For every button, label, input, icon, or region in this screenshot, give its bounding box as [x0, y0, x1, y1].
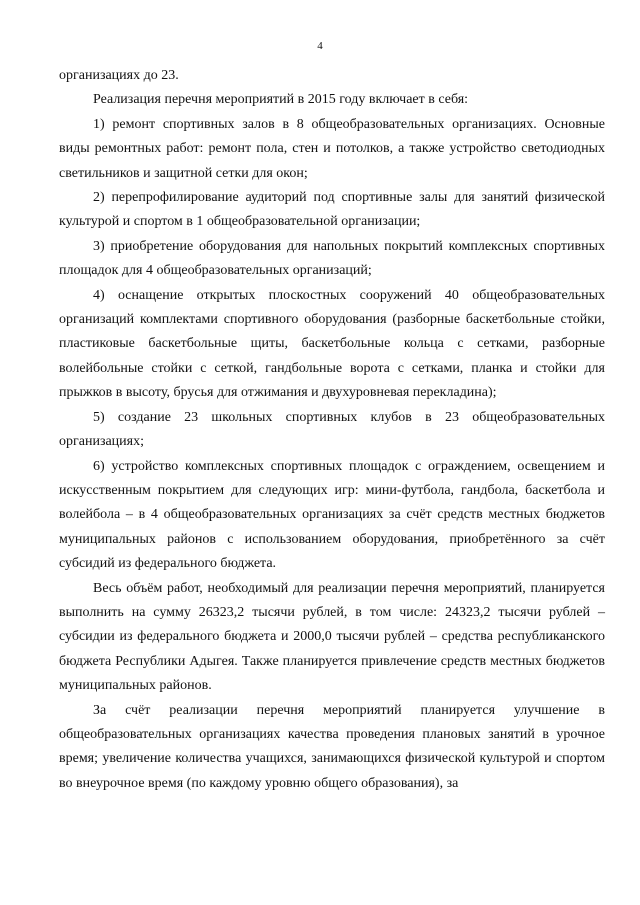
list-item-6: 6) устройство комплексных спортивных площадок с ограждением, освещением и искусственным покрытием для следующих игр: мини-футбола, гандбола, баскетбола и волейбола – в 4 общеобразовательных организациях за счёт средств местных бюджетов муниципальных районов с использованием оборудования, приобретённого за счёт субсидий из федерального бюджета. [59, 458, 605, 572]
list-item-3: 3) приобретение оборудования для напольных покрытий комплексных спортивных площадок для 4 общеобразовательных организаций; [59, 238, 605, 279]
paragraph-intro: Реализация перечня мероприятий в 2015 году включает в себя: [93, 92, 469, 108]
paragraph-funding: Весь объём работ, необходимый для реализации перечня мероприятий, планируется выполнить на сумму 26323,2 тысячи рублей, в том числе: 24323,2 тысячи рублей – субсидии из федерального бюджета и 2000,0 тысячи рублей – средства республиканского бюджета Республики Адыгея. Также планируется привлечение средств местных бюджетов муниципальных районов. [59, 580, 605, 694]
paragraph-outcomes: За счёт реализации перечня мероприятий планируется улучшение в общеобразовательных организациях качества проведения плановых занятий в урочное время; увеличение количества учащихся, занимающихся физической культурой и спортом во внеурочное время (по каждому уровню общего образования), за [59, 702, 605, 791]
list-item-4: 4) оснащение открытых плоскостных сооружений 40 общеобразовательных организаций комплектами спортивного оборудования (разборные баскетбольные стойки, пластиковые баскетбольные щиты, баскетбольные кольца с сетками, разборные волейбольные стойки с сеткой, гандбольные ворота с сетками, планка и стойки для прыжков в высоту, брусья для отжимания и двухуровневая перекладина); [59, 287, 605, 401]
paragraph-continuation: организациях до 23. [59, 68, 179, 83]
list-item-5: 5) создание 23 школьных спортивных клубов в 23 общеобразовательных организациях; [59, 409, 605, 450]
document-body [59, 64, 605, 796]
page-number: 4 [317, 40, 323, 52]
list-item-1: 1) ремонт спортивных залов в 8 общеобразовательных организациях. Основные виды ремонтных работ: ремонт пола, стен и потолков, а также устройство светодиодных светильников и защитной сетки для окон; [59, 116, 605, 181]
list-item-2: 2) перепрофилирование аудиторий под спортивные залы для занятий физической культурой и спортом в 1 общеобразовательной организации; [59, 190, 605, 230]
